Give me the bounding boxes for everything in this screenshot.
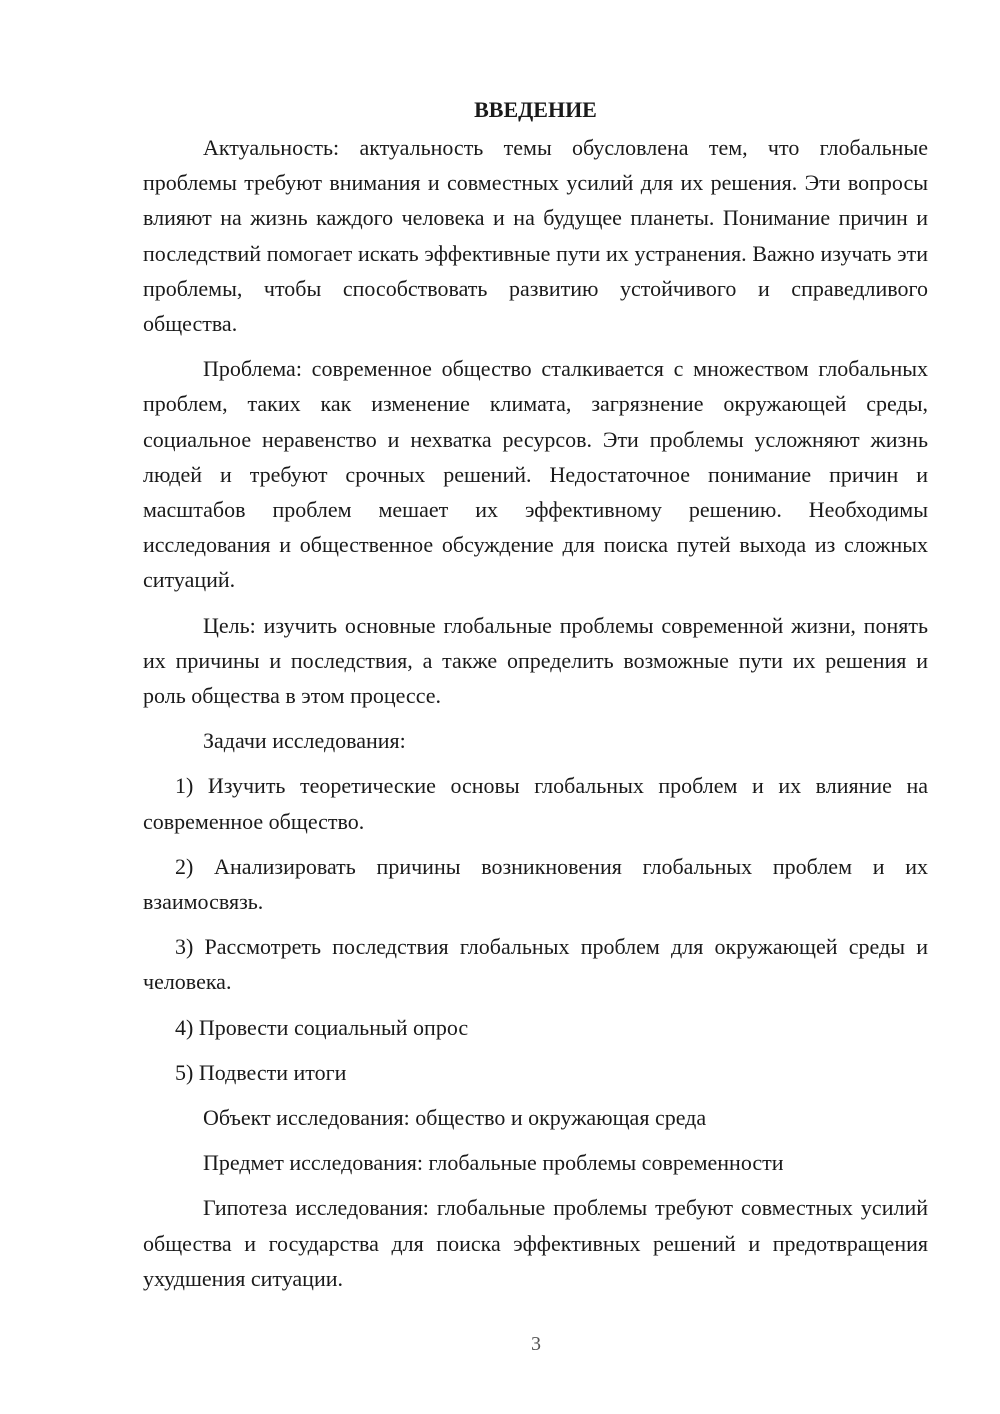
page-number: 3 bbox=[531, 1333, 541, 1355]
section-title: ВВЕДЕНИЕ bbox=[474, 97, 597, 122]
goal-paragraph: Цель: изучить основные глобальные проблемы современной жизни, понять их причины и последствия, а также определить возможные пути их решения и роль общества в этом процессе. bbox=[143, 612, 928, 709]
list-item: 2) Анализировать причины возникновения глобальных проблем и их взаимосвязь. bbox=[143, 853, 928, 915]
object-paragraph: Объект исследования: общество и окружающая среда bbox=[203, 1105, 707, 1131]
hypothesis-paragraph: Гипотеза исследования: глобальные проблемы требуют совместных усилий общества и государства для поиска эффективных решений и предотвращения ухудшения ситуации. bbox=[143, 1195, 928, 1291]
tasks-heading: Задачи исследования: bbox=[203, 728, 406, 754]
list-item: 3) Рассмотреть последствия глобальных проблем для окружающей среды и человека. bbox=[143, 934, 928, 995]
list-item: 1) Изучить теоретические основы глобальных проблем и их влияние на современное общество. bbox=[143, 773, 928, 834]
list-item: 4) Провести социальный опрос bbox=[175, 1014, 469, 1040]
subject-paragraph: Предмет исследования: глобальные проблемы современности bbox=[203, 1150, 784, 1176]
problem-paragraph: Проблема: современное общество сталкивается с множеством глобальных проблем, таких как изменение климата, загрязнение окружающей среды, социальное неравенство и нехватка ресурсов. Эти проблемы усложняют жизнь людей и требуют срочных решений. Недостаточное понимание причин и масштабов проблем мешает их эффективному решению. Необходимы исследования и общественное обсуждение для поиска путей выхода из сложных ситуаций. bbox=[143, 356, 928, 593]
relevance-paragraph: Актуальность: актуальность темы обусловлена тем, что глобальные проблемы требуют внимания и совместных усилий для их решения. Эти вопросы влияют на жизнь каждого человека и на будущее планеты. Понимание причин и последствий помогает искать эффективные пути их устранения. Важно изучать эти проблемы, чтобы способствовать развитию устойчивого и справедливого общества. bbox=[143, 135, 928, 337]
document-page bbox=[143, 92, 928, 1296]
list-item: 5) Подвести итоги bbox=[175, 1059, 347, 1085]
